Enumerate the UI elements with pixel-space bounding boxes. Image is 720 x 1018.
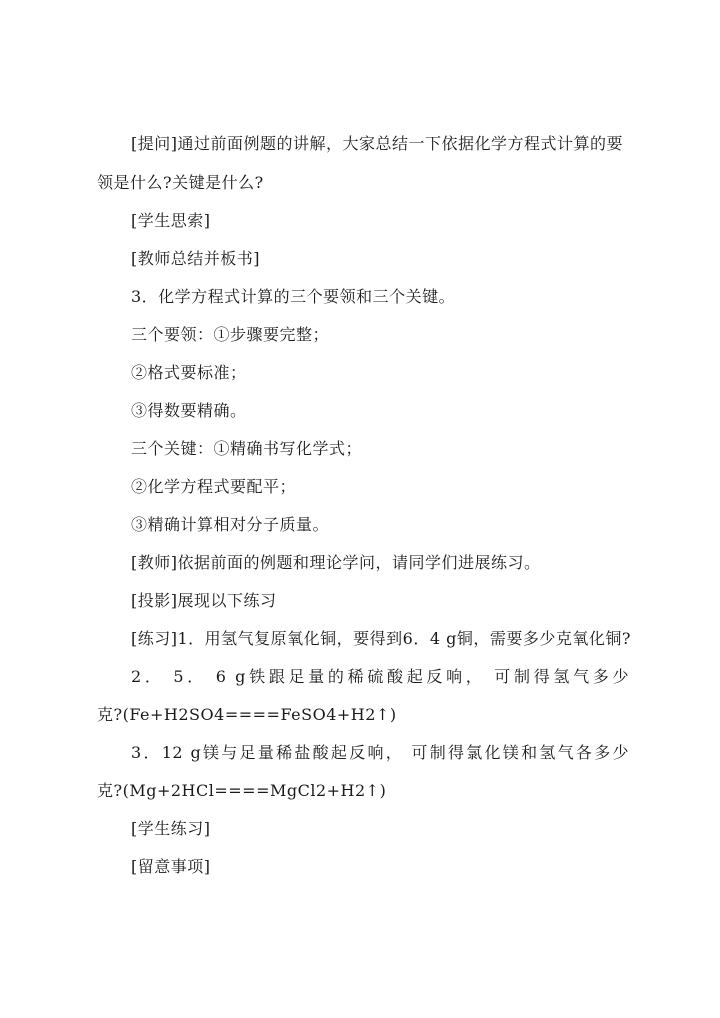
- paragraph-question-line-2: 领是什么?关键是什么?: [97, 173, 264, 192]
- paragraph-exercise-3-line-1: 3．12 g镁与足量稀盐酸起反响， 可制得氯化镁和氢气各多少: [131, 743, 629, 762]
- paragraph-essentials-3: ③得数要精确。: [131, 401, 247, 420]
- paragraph-student-practice: [学生练习]: [131, 819, 211, 838]
- paragraph-projection: [投影]展现以下练习: [131, 591, 277, 610]
- paragraph-exercise-2-line-2: 克?(Fe+H2SO4====FeSO4+H2↑): [97, 705, 397, 724]
- paragraph-essentials-2: ②格式要标准；: [131, 363, 247, 382]
- paragraph-teacher-instruction: [教师]依据前面的例题和理论学问，请同学们进展练习。: [131, 553, 541, 572]
- paragraph-keys-2: ②化学方程式要配平；: [131, 477, 297, 496]
- paragraph-notes-heading: [留意事项]: [131, 857, 211, 876]
- paragraph-three-points-heading: 3．化学方程式计算的三个要领和三个关键。: [131, 287, 456, 306]
- paragraph-essentials-1: 三个要领：①步骤要完整；: [131, 325, 330, 344]
- paragraph-student-thinking: [学生思索]: [131, 211, 211, 230]
- paragraph-keys-3: ③精确计算相对分子质量。: [131, 515, 330, 534]
- paragraph-teacher-summary: [教师总结并板书]: [131, 249, 260, 268]
- paragraph-question-line-1: [提问]通过前面例题的讲解，大家总结一下依据化学方程式计算的要: [131, 134, 623, 153]
- paragraph-keys-1: 三个关键：①精确书写化学式；: [131, 439, 363, 458]
- paragraph-exercise-3-line-2: 克?(Mg+2HCl====MgCl2+H2↑): [97, 781, 387, 800]
- paragraph-exercise-2-line-1: 2． 5． 6 g铁跟足量的稀硫酸起反响， 可制得氢气多少: [131, 667, 629, 686]
- paragraph-exercise-1: [练习]1．用氢气复原氧化铜，要得到6．4 g铜，需要多少克氧化铜?: [131, 629, 631, 648]
